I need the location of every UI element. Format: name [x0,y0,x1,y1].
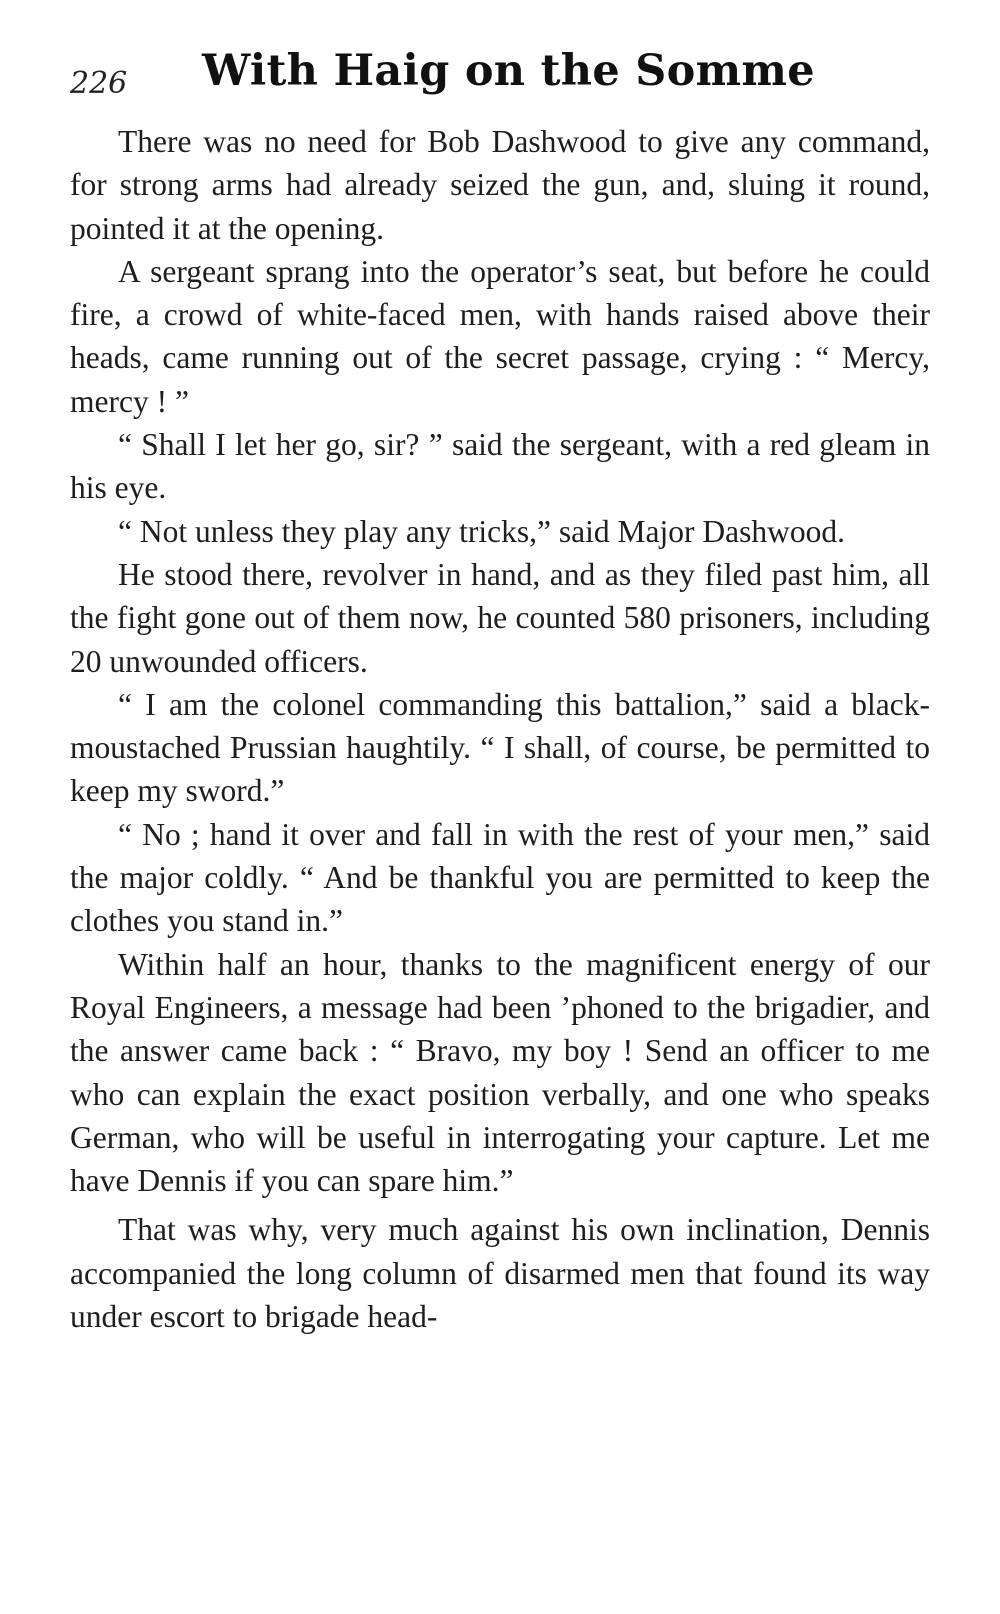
paragraph: “ Shall I let her go, sir? ” said the sergeant, with a red gleam in his eye. [70,427,930,506]
paragraph: Within half an hour, thanks to the magnificent energy of our Royal Engineers, a message had been ’phoned to the brigadier, and the answer came back : “ Bravo, my boy ! Send an officer to me who can explain the exact position verbally, and one who speaks German, who will be useful in interrogating your capture. Let me have Dennis if you can spare him.” [70,946,930,1199]
paragraph: “ Not unless they play any tricks,” said Major Dashwood. [118,513,845,549]
body-text [70,120,930,1338]
paragraph: There was no need for Bob Dashwood to give any command, for strong arms had already seized the gun, and, sluing it round, pointed it at the opening. [70,124,930,246]
page-header [70,46,930,110]
paragraph: “ I am the colonel commanding this battalion,” said a black-moustached Prussian haughtily. “ I shall, of course, be permitted to keep my sword.” [70,686,930,809]
page-number: 226 [70,66,128,101]
paragraph: He stood there, revolver in hand, and as they filed past him, all the fight gone out of them now, he counted 580 prisoners, including 20 unwounded officers. [70,556,930,679]
paragraph: “ No ; hand it over and fall in with the rest of your men,” said the major coldly. “ And be thankful you are permitted to keep the clothes you stand in.” [70,816,930,939]
paragraph: A sergeant sprang into the operator’s seat, but before he could fire, a crowd of white-faced men, with hands raised above their heads, came running out of the secret passage, crying : “ Mercy, mercy ! ” [70,253,930,419]
paragraph: That was why, very much against his own inclination, Dennis accompanied the long column of disarmed men that found its way under escort to brigade head- [70,1212,930,1335]
running-title: With Haig on the Somme [202,46,815,96]
